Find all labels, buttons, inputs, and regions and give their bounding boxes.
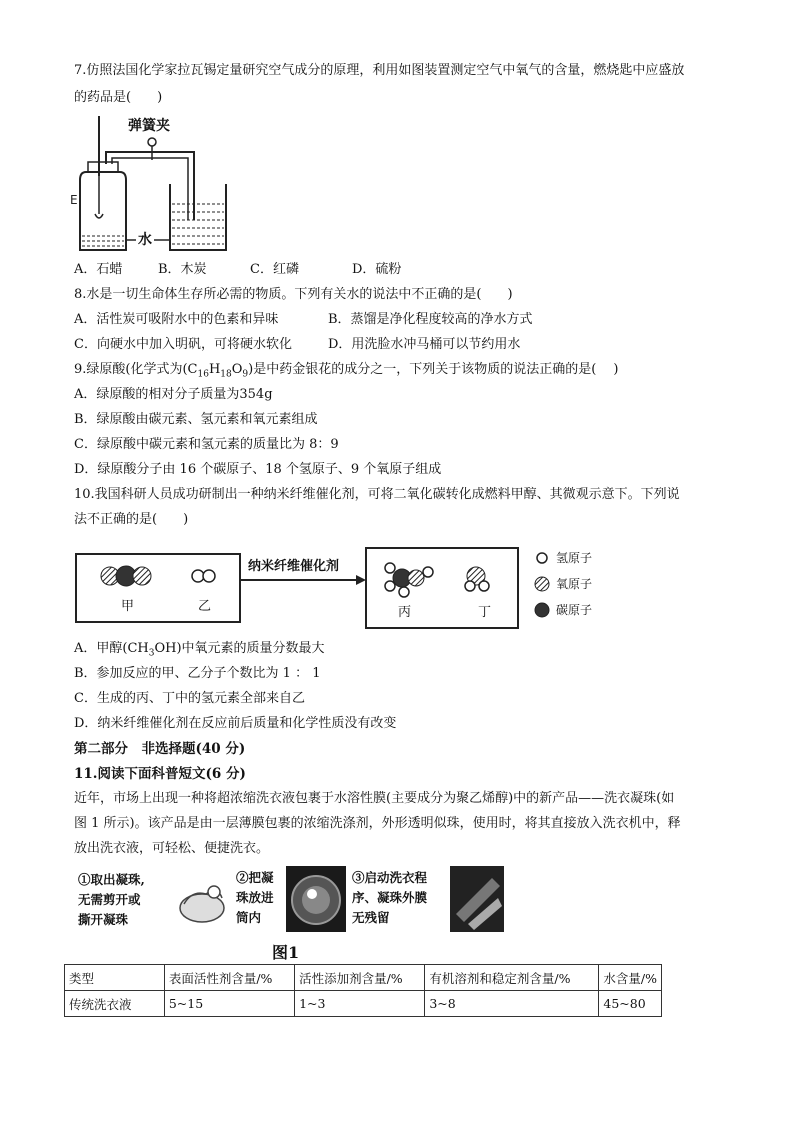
table-cell: 5~15	[164, 991, 294, 1017]
water-label: 水	[138, 232, 152, 248]
q11-steps-figure	[72, 864, 512, 940]
legend-hydrogen: 氢原子	[556, 551, 593, 565]
q8-option-b: B．蒸馏是净化程度较高的净水方式	[328, 312, 533, 327]
step3-line2: 序、凝珠外膜	[352, 890, 428, 905]
detergent-table	[64, 964, 662, 1017]
step1-line2: 无需剪开或	[78, 892, 141, 907]
q8-option-c: C．向硬水中加入明矾，可将硬水软化	[74, 337, 292, 352]
q7-option-c: C．红磷	[250, 262, 299, 277]
legend-carbon-icon	[535, 603, 549, 617]
step3-line1: ③启动洗衣程	[352, 870, 428, 885]
catalyst-label: 纳米纤维催化剂	[248, 559, 340, 574]
hand-icon	[180, 886, 224, 922]
q10-option-b: B．参加反应的甲、乙分子个数比为 1 ： 1	[74, 666, 321, 681]
q7-apparatus-figure	[66, 112, 246, 258]
table-header-cell: 表面活性剂含量/%	[164, 965, 294, 991]
q10-option-a-part: OH)中氧元素的质量分数最大	[154, 641, 325, 656]
q10-reaction-diagram	[70, 540, 630, 632]
legend-carbon: 碳原子	[556, 603, 593, 617]
q10-option-d: D．纳米纤维催化剂在反应前后质量和化学性质没有改变	[74, 716, 397, 731]
q10-option-a-part: A．甲醇(CH	[74, 641, 149, 656]
step1-line1: ①取出凝珠,	[78, 872, 145, 887]
q8-stem: 8.水是一切生命体生存所必需的物质。下列有关水的说法中不正确的是( )	[74, 287, 513, 302]
q9-stem	[74, 361, 619, 384]
table-cell: 3~8	[425, 991, 599, 1017]
q7-option-b: B．木炭	[158, 262, 207, 277]
q9-option-a: A．绿原酸的相对分子质量为354g	[74, 387, 273, 402]
label-jia: 甲	[121, 599, 135, 614]
step3-line3: 无残留	[352, 910, 390, 925]
table-row	[65, 991, 662, 1017]
q11-para-line3: 放出洗衣液，可轻松、便捷洗衣。	[74, 841, 270, 856]
legend-oxygen: 氧原子	[556, 577, 593, 591]
label-ding: 丁	[478, 605, 492, 620]
q9-sub-c: 16	[197, 369, 209, 380]
q10-stem-line2: 法不正确的是( )	[74, 512, 189, 527]
q10-option-a-sub: 3	[148, 648, 155, 659]
q7-stem-line1: 7.仿照法国化学家拉瓦锡定量研究空气成分的原理，利用如图装置测定空气中氧气的含量，燃烧匙中应盛放	[74, 63, 685, 78]
q8-option-d: D．用洗脸水冲马桶可以节约用水	[328, 337, 521, 352]
q8-options-cd	[74, 336, 520, 354]
table-header-row	[65, 965, 662, 991]
legend-oxygen-icon	[535, 577, 549, 591]
q7-stem-line2: 的药品是( )	[74, 90, 163, 105]
step2-line3: 筒内	[236, 910, 262, 925]
q9-stem-part: H	[208, 362, 221, 377]
q8-options-ab	[74, 311, 533, 329]
q9-sub-h: 18	[220, 369, 232, 380]
q10-option-a	[74, 640, 325, 663]
q8-option-a: A．活性炭可吸附水中的色素和异味	[74, 312, 279, 327]
step2-line1: ②把凝	[236, 870, 274, 885]
step2-line2: 珠放进	[236, 890, 274, 905]
table-cell: 45~80	[599, 991, 662, 1017]
table-header-cell: 水含量/%	[599, 965, 662, 991]
step1-line3: 撕开凝珠	[78, 912, 129, 927]
q10-stem-line1: 10.我国科研人员成功研制出一种纳米纤维催化剂，可将二氧化碳转化成燃料甲醇、其微观示意下。下列说	[74, 487, 680, 502]
table-header-cell: 有机溶剂和稳定剂含量/%	[425, 965, 599, 991]
fig1-caption: 图1	[272, 943, 300, 962]
arrow-head-icon	[356, 575, 366, 585]
q10-option-c: C．生成的丙、丁中的氢元素全部来自乙	[74, 691, 305, 706]
q9-option-d: D．绿原酸分子由 16 个碳原子、18 个氢原子、9 个氧原子组成	[74, 462, 442, 477]
svg-text:E: E	[70, 193, 78, 207]
clip-label: 弹簧夹	[128, 118, 170, 134]
table-header-cell: 活性添加剂含量/%	[295, 965, 425, 991]
label-yi: 乙	[198, 599, 212, 614]
clothes-photo-icon	[450, 866, 504, 932]
q7-option-a: A．石蜡	[74, 262, 123, 277]
q9-stem-part: )是中药金银花的成分之一，下列关于该物质的说法正确的是( )	[248, 362, 619, 377]
q9-option-c: C．绿原酸中碳元素和氢元素的质量比为 8：9	[74, 437, 339, 452]
q11-para-line2: 图 1 所示)。该产品是由一层薄膜包裹的浓缩洗涤剂，外形透明似珠，使用时，将其直接放入洗衣机中，释	[74, 816, 681, 831]
q11-title: 11.阅读下面科普短文(6 分)	[74, 766, 246, 782]
label-bing: 丙	[398, 605, 412, 620]
table-header-cell: 类型	[65, 965, 165, 991]
q7-option-d: D．硫粉	[352, 262, 402, 277]
q7-options	[74, 261, 401, 279]
table-cell: 传统洗衣液	[65, 991, 165, 1017]
q9-option-b: B．绿原酸由碳元素、氢元素和氧元素组成	[74, 412, 318, 427]
q9-stem-part: 9.绿原酸(化学式为(C	[74, 362, 198, 377]
q11-para-line1: 近年，市场上出现一种将超浓缩洗衣液包裹于水溶性膜(主要成分为聚乙烯醇)中的新产品——洗衣凝珠(如	[74, 791, 675, 806]
part2-heading: 第二部分 非选择题(40 分)	[74, 741, 246, 757]
q9-stem-part: O	[231, 362, 243, 377]
washer-drum-icon	[286, 866, 346, 932]
table-cell: 1~3	[295, 991, 425, 1017]
legend-hydrogen-icon	[537, 553, 547, 563]
q9-sub-o: 9	[242, 369, 249, 380]
